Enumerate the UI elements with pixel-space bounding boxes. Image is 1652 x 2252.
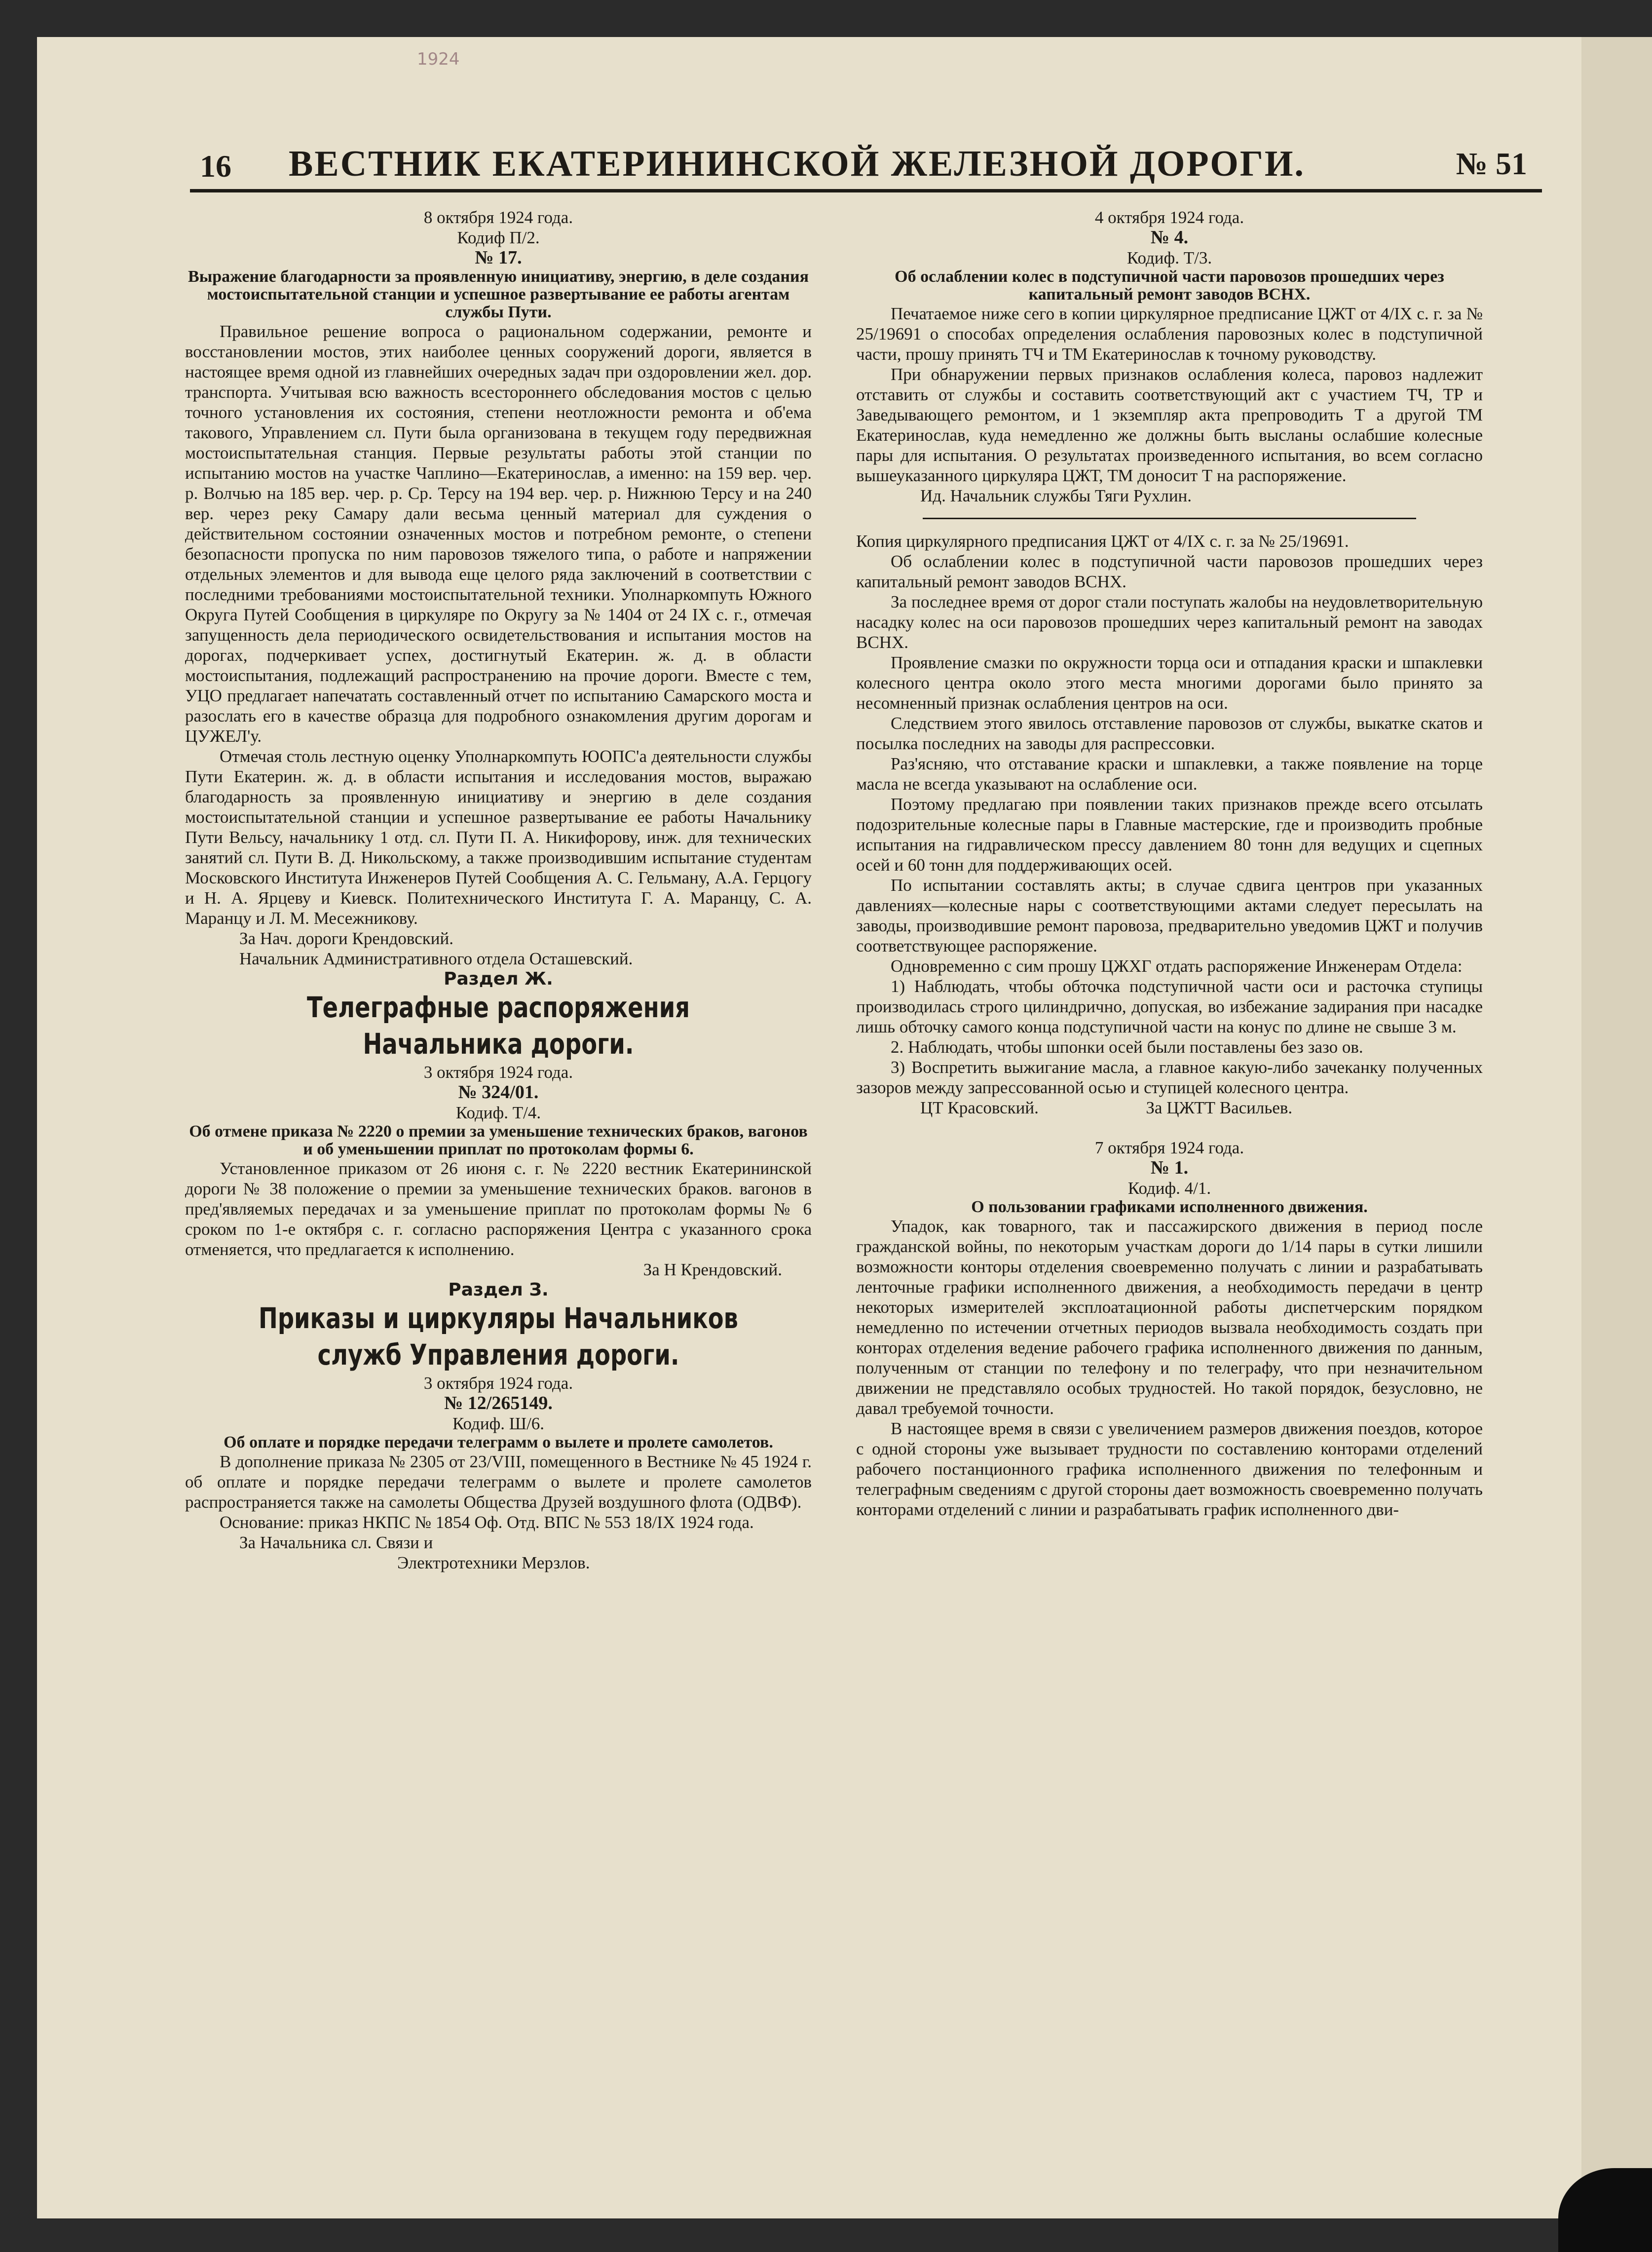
header-rule [190, 189, 1542, 192]
paragraph: 3) Воспретить выжигание масла, а главное какую-либо зачеканку полученных зазоров между запрессованной осью и ступицей колесного центра. [856, 1058, 1483, 1097]
order-date: 8 октября 1924 года. [423, 208, 573, 227]
paragraph: 1) Наблюдать, чтобы обточка подступичной части оси и расточка ступицы производилась строго цилиндрично, допуская, во избежание задирания при насадке лишь обточку самого конца подступичной части на конус по длине не свыше 3 м. [856, 977, 1483, 1036]
signature: Электротехники Мерзлов. [397, 1553, 590, 1572]
paragraph: По испытании составлять акты; в случае сдвига центров при указанных давлениях—колесные нары с соответствующими актами следует пересылать на заводы, производившие ремонт паровоза, предварительно уведомив ЦЖТ и получив соответствующее распоряжение. [856, 876, 1483, 955]
section-label: Раздел З. [448, 1280, 549, 1300]
newspaper-page [37, 37, 1581, 2218]
order-subject: Об ослаблении колес в подступичной части паровозов прошедших через капитальный ремонт заводов ВСНХ. [895, 267, 1444, 304]
issue-number: № 51 [1456, 146, 1527, 181]
order-number: № 324/01. [458, 1082, 539, 1103]
signature: За Н Крендовский. [643, 1260, 782, 1279]
paragraph: За последнее время от дорог стали поступать жалобы на неудовлетворительную насадку колес на оси паровозов прошедших через капитальный ремонт на заводах ВСНХ. [856, 592, 1483, 652]
paragraph: Следствием этого явилось отставление паровозов от службы, выкатке скатов и посылка последних на заводы для распрессовки. [856, 714, 1483, 753]
signature-right: За ЦЖТТ Васильев. [1146, 1098, 1293, 1117]
paragraph: Одновременно с сим прошу ЦЖХГ отдать распоряжение Инженерам Отдела: [891, 956, 1463, 976]
order-date: 4 октября 1924 года. [1094, 208, 1244, 227]
paragraph: 2. Наблюдать, чтобы шпонки осей были поставлены без зазо ов. [891, 1037, 1363, 1057]
right-column [856, 207, 1483, 1520]
order-number: № 4. [1150, 227, 1189, 248]
section-title: Телеграфные распоряжения Начальника дороги. [307, 991, 690, 1061]
order-code: Кодиф П/2. [457, 228, 540, 247]
newspaper-title: ВЕСТНИК ЕКАТЕРИНИНСКОЙ ЖЕЛЕЗНОЙ ДОРОГИ. [289, 144, 1305, 184]
paragraph: Упадок, как товарного, так и пассажирского движения в период после гражданской войны, по некоторым участкам дороги до 1/14 пары в сутки лишили возможности конторы отделения своевременно получать с линии и разрабатывать ленточные графики исполненного движения, а необходимость передачи в центр некоторых измерителей эксплоатационной работы диспетчерским порядком немедленно по истечении отчетных периодов вызвала необходимость создать при конторах отделения ведение рабочего графика исполненного движения по данным, полученным от станции по телефону и по телеграфу, что при незначительном движении не представляло особых трудностей. Но такой порядок, безусловно, не давал требуемой точности. [856, 1217, 1483, 1418]
paragraph: Установленное приказом от 26 июня с. г. № 2220 вестник Екатерининской дороги № 38 положение о премии за уменьшение технических браков. вагонов в пред'являемых передачах и за уменьшение приплат по протоколам формы № 6 сроком по 1-е октября с. г. согласно распоряжения Центра с указанного срока отменяется, что предлагается к исполнению. [185, 1159, 812, 1259]
paragraph: Основание: приказ НКПС № 1854 Оф. Отд. ВПС № 553 18/IX 1924 года. [220, 1513, 754, 1532]
paragraph: Проявление смазки по окружности торца оси и отпадания краски и шпаклевки колесного центра около этого места многими дорогами было принято за несомненный признак ослабления центров на оси. [856, 653, 1483, 713]
paragraph: Печатаемое ниже сего в копии циркулярное предписание ЦЖТ от 4/IX с. г. за № 25/19691 о способах определения ослабления паровозных колес в подступичной части, прошу принять ТЧ и ТМ Екатеринослав к точному руководству. [856, 304, 1483, 364]
order-code: Кодиф. Ш/6. [452, 1414, 545, 1433]
signature: Ид. Начальник службы Тяги Рухлин. [920, 486, 1192, 505]
order-date: 3 октября 1924 года. [423, 1063, 573, 1082]
paragraph: Поэтому предлагаю при появлении таких признаков прежде всего отсылать подозрительные колесные пары в Главные мастерские, где и производить пробные испытания на гидравлическом прессу давлением 80 тонн для ведущих и сцепных осей и 60 тонн для поддерживающих осей. [856, 795, 1483, 875]
order-subject: Выражение благодарности за проявленную инициативу, энергию, в деле создания мостоиспытательной станции и успешное развертывание ее работы агентам службы Пути. [188, 267, 809, 321]
paragraph: Об ослаблении колес в подступичной части паровозов прошедших через капитальный ремонт заводов ВСНХ. [856, 552, 1483, 591]
signature: За Начальника сл. Связи и [239, 1533, 433, 1552]
order-code: Кодиф. Т/3. [1126, 248, 1212, 267]
paragraph: Правильное решение вопроса о рациональном содержании, ремонте и восстановлении мостов, этих наиболее ценных сооружений дороги, является в настоящее время одной из главнейших очередных задач при оздоровлении жел. дор. транспорта. Учитывая всю важность всестороннего обследования мостов с целью точного установления их состояния, степени неотложности ремонта и об'ема такового, Управлением сл. Пути была организована в текущем году передвижная мостоиспытательная станция. Первые результаты работы этой станции по испытанию мостов на участке Чаплино—Екатеринослав, а именно: на 159 вер. чер. р. Волчью на 185 вер. чер. р. Ср. Терсу на 194 вер. чер. р. Нижнюю Терсу и на 240 вер. через реку Самару дали весьма ценный материал для суждения о действительном состоянии означенных мостов и потребном ремонте, о степени безопасности пропуска по ним паровозов тяжелого типа, о работе и напряжении отдельных элементов и для вывода еще целого ряда заключений в соответствии с последними требованиями мостоиспытательной техники. Уполнаркомпуть Южного Округа Путей Сообщения в циркуляре по Округу за № 1404 от 24 IX с. г., отмечая запущенность дела периодического освидетельствования и испытания мостов на дорогах, подчеркивает успех, достигнутый Екатерин. ж. д. в области мостоиспытания, подлежащий распространению на прочие дороги. Вместе с тем, УЦО предлагает напечатать составленный отчет по испытанию Самарского моста и разослать его в качестве образца для подробного ознакомления другим дорогам и ЦУЖЕЛ'у. [185, 322, 812, 746]
paragraph: В дополнение приказа № 2305 от 23/VIII, помещенного в Вестнике № 45 1924 г. об оплате и порядке передачи телеграмм о вылете и пролете самолетов распространяется также на самолеты Общества Друзей воздушного флота (ОДВФ). [185, 1452, 812, 1512]
order-number: № 17. [475, 247, 522, 268]
masthead [200, 143, 1537, 188]
divider [923, 518, 1416, 519]
left-column [185, 207, 812, 1573]
order-date: 3 октября 1924 года. [423, 1374, 573, 1393]
order-subject: Об отмене приказа № 2220 о премии за уменьшение технических браков, вагонов и об уменьшении приплат по протоколам формы 6. [189, 1122, 808, 1158]
order-code: Кодиф. Т/4. [455, 1103, 541, 1122]
paragraph: В настоящее время в связи с увеличением размеров движения поездов, которое с одной стороны уже вызывает трудности по составлению конторами отделений рабочего постанционного графика исполненного движения по телефонным и телеграфным сведениям с другой стороны дает возможность своевременно получать конторами отделений с линии и разрабатывать график исполненного дви- [856, 1419, 1483, 1519]
page-number: 16 [200, 149, 231, 184]
paragraph: Раз'ясняю, что отставание краски и шпаклевки, а также появление на торце масла не всегда указывают на ослабление оси. [856, 754, 1483, 794]
order-code: Кодиф. 4/1. [1127, 1179, 1211, 1198]
order-subject: Об оплате и порядке передачи телеграмм о вылете и пролете самолетов. [224, 1433, 773, 1451]
signature-left: ЦТ Красовский. [920, 1098, 1039, 1117]
order-number: № 1. [1150, 1157, 1189, 1178]
section-title: Приказы и циркуляры Начальников служб Управления дороги. [259, 1301, 738, 1372]
order-subject: О пользовании графиками исполненного движения. [971, 1198, 1368, 1216]
order-number: № 12/265149. [444, 1393, 553, 1413]
signature: За Нач. дороги Крендовский. [239, 929, 453, 948]
section-label: Раздел Ж. [444, 969, 553, 989]
signature: Начальник Административного отдела Осташевский. [239, 949, 633, 968]
library-stamp: 1924 [417, 49, 460, 69]
paragraph: Отмечая столь лестную оценку Уполнаркомпуть ЮОПС'а деятельности службы Пути Екатерин. ж. д. в области испытания и исследования мостов, выражаю благодарность за проявленную инициативу и энергию в деле создания мостоиспытательной станции и успешное развертывание ее работы Начальнику Пути Вельсу, начальнику 1 отд. сл. Пути П. А. Никифорову, инж. для технических занятий сл. Пути В. Д. Никольскому, а также производившим испытание студентам Московского Института Инженеров Путей Сообщения А. С. Гельману, А.А. Герцогу и Н. А. Ярцеву и Киевск. Политехнического Института Г. А. Маранцу, С. А. Маранцу и Л. М. Месежникову. [185, 747, 812, 928]
paragraph: При обнаружении первых признаков ослабления колеса, паровоз надлежит отставить от службы и составить соответствующий акт с участием ТЧ, ТР и Заведывающего ремонтом, и 1 экземпляр акта препроводить Т а другой ТМ Екатеринослав, куда немедленно же должны быть высланы ослабшие колесные пары для испытания. О результатах произведенного испытания, во всем согласно вышеуказанного циркуляра ЦЖТ, ТМ доносит Т на распоряжение. [856, 365, 1483, 485]
order-date: 7 октября 1924 года. [1094, 1138, 1244, 1157]
copy-heading: Копия циркулярного предписания ЦЖТ от 4/IX с. г. за № 25/19691. [856, 532, 1349, 551]
adjacent-page-edge [1581, 37, 1652, 2252]
signature [856, 1098, 1483, 1118]
